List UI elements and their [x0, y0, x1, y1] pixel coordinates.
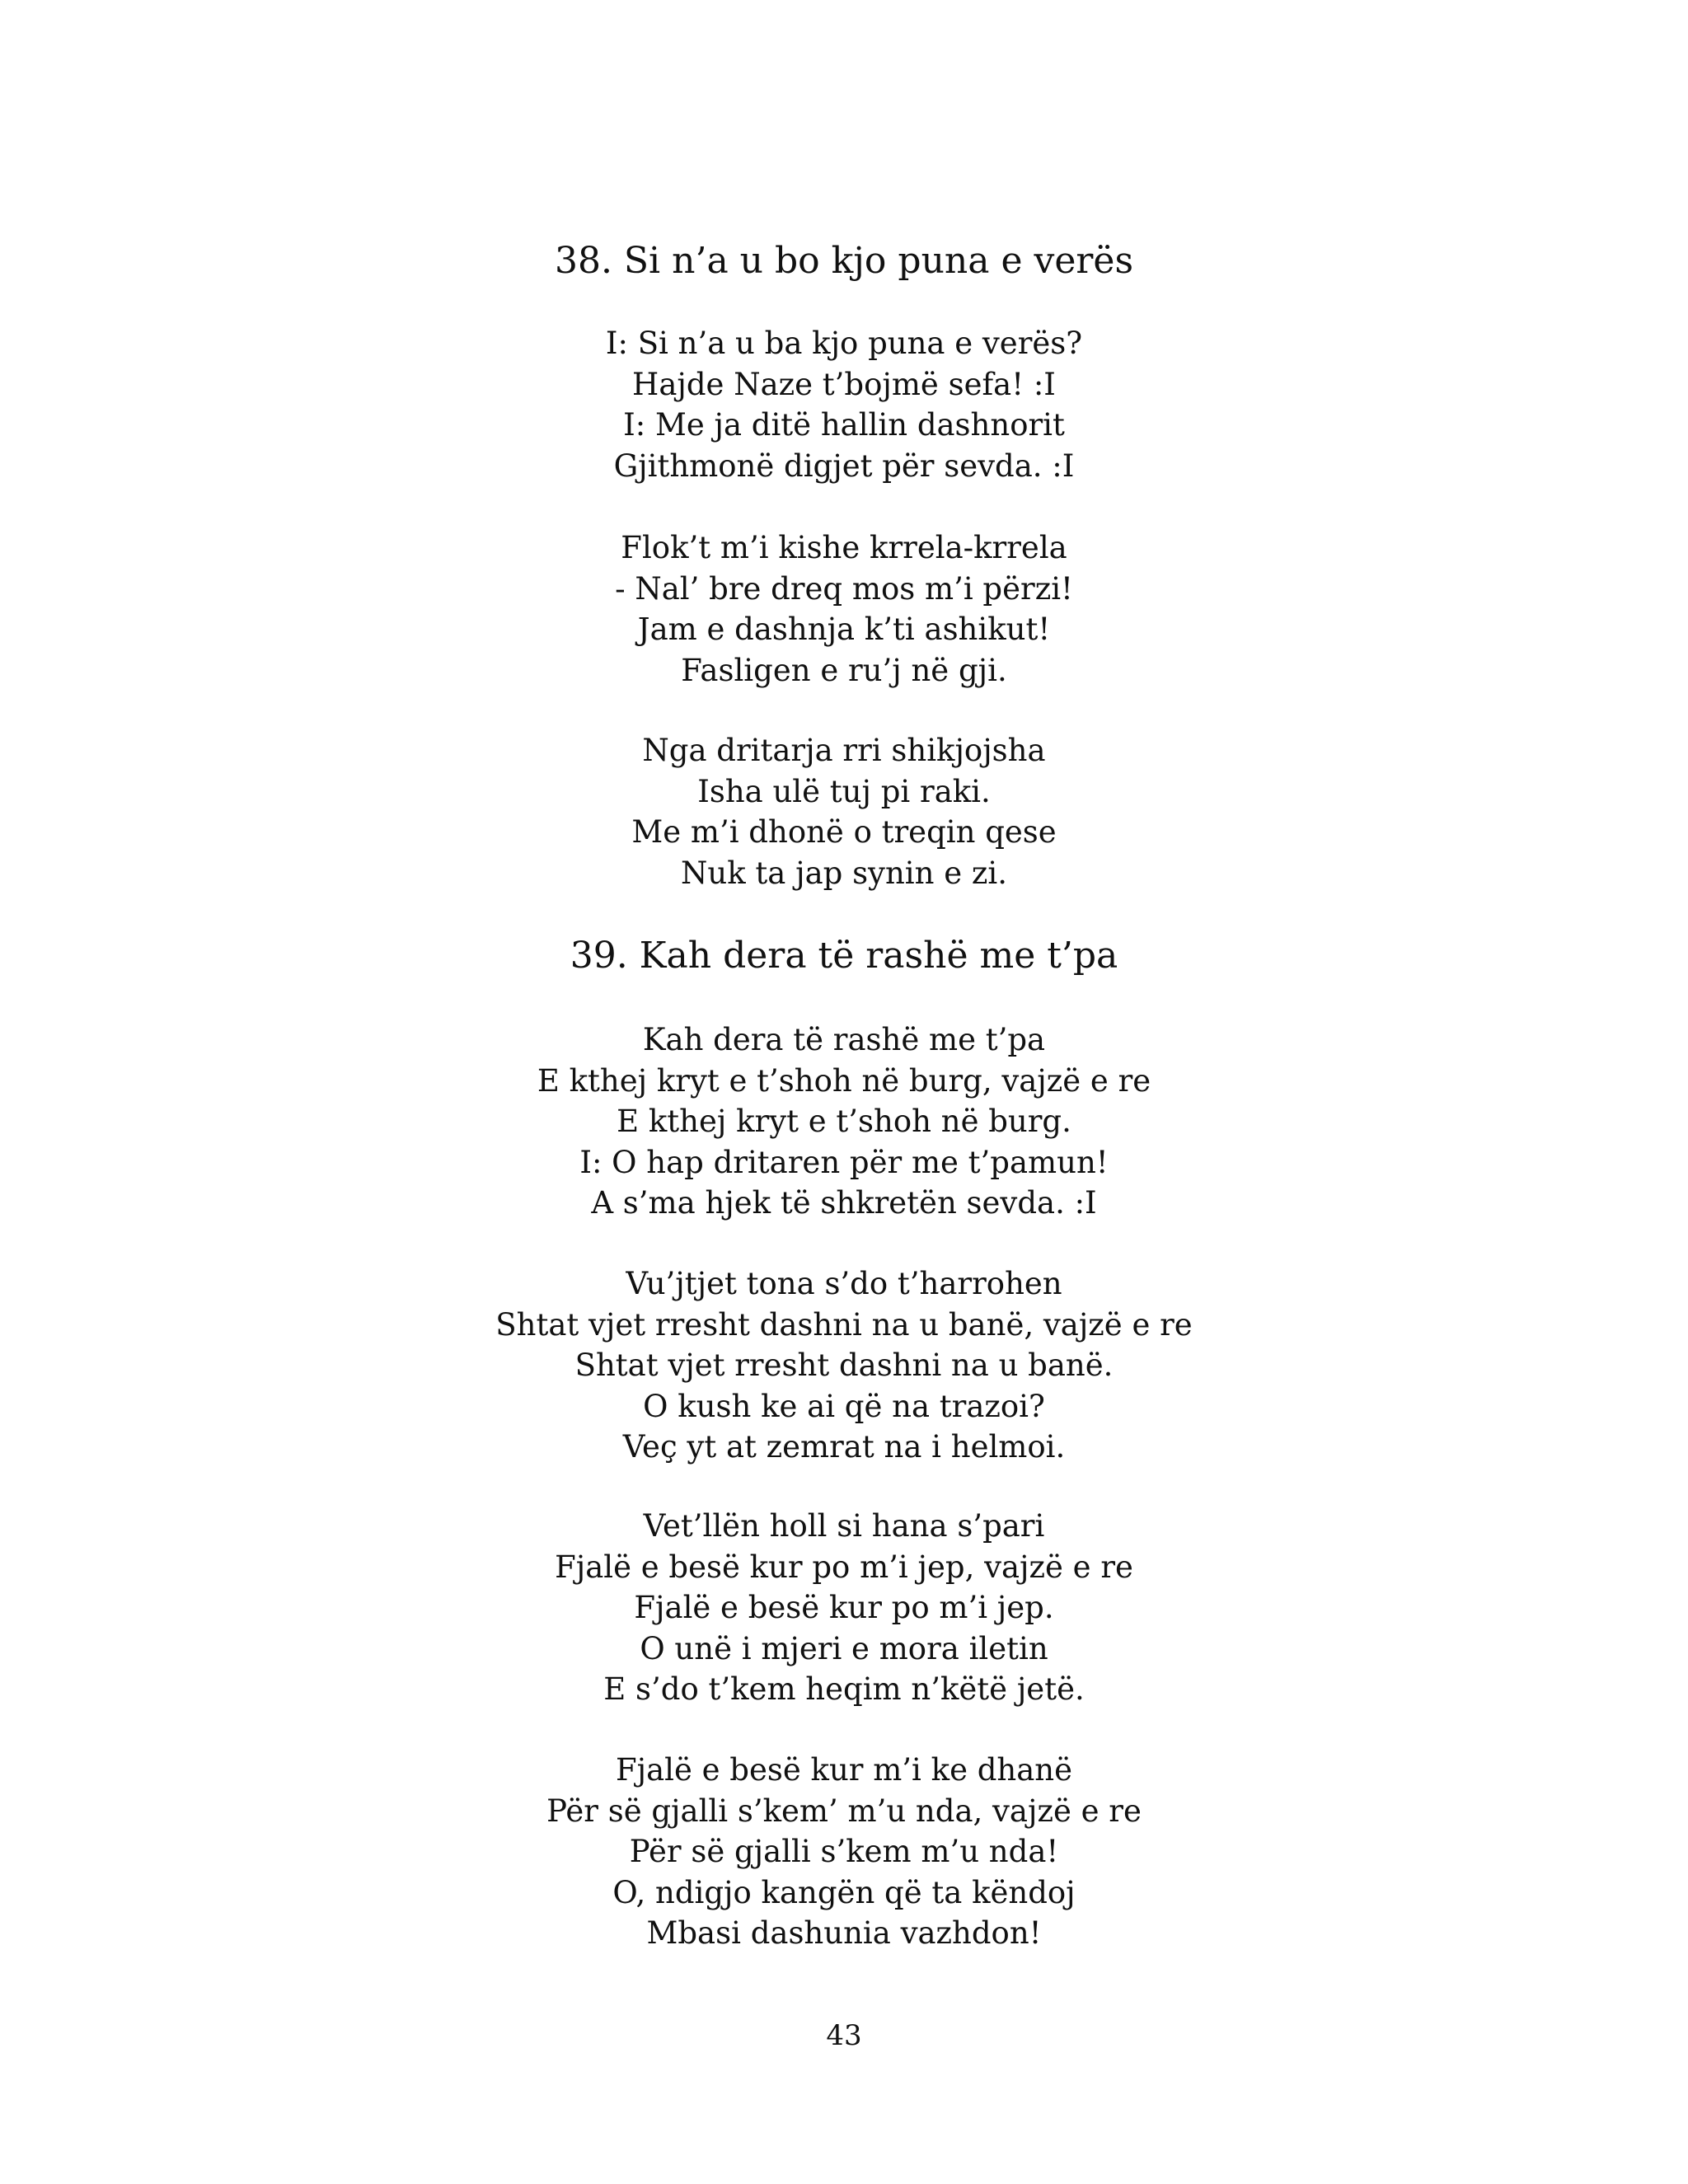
verse-line: Shtat vjet rresht dashni na u banë.	[574, 1347, 1114, 1383]
stanza	[0, 1019, 1688, 1224]
verse-line: Mbasi dashunia vazhdon!	[646, 1915, 1042, 1951]
page-number: 43	[826, 2019, 862, 2052]
stanza	[0, 1750, 1688, 1954]
verse-line: Shtat vjet rresht dashni na u banë, vajzë e re	[495, 1306, 1193, 1343]
verse-line: Vu’jtjet tona s’do t’harrohen	[626, 1266, 1062, 1301]
verse-line: Vet’llën holl si hana s’pari	[643, 1508, 1045, 1544]
verse-line: Fjalë e besë kur po m’i jep.	[634, 1590, 1054, 1625]
verse-line: E kthej kryt e t’shoh në burg, vajzë e re	[537, 1062, 1151, 1099]
verse-line: Hajde Naze t’bojmë sefa! :I	[632, 366, 1056, 402]
song-title-39: 39. Kah dera të rashë me t’pa	[570, 935, 1118, 977]
verse-line: Fasligen e ru’j në gji.	[681, 652, 1007, 688]
verse-line: O kush ke ai që na trazoi?	[643, 1388, 1045, 1424]
verse-line: I: O hap dritaren për me t’pamun!	[579, 1144, 1109, 1180]
verse-line: Veç yt at zemrat na i helmoi.	[622, 1429, 1066, 1465]
stanza	[0, 323, 1688, 486]
stanza	[0, 730, 1688, 893]
verse-line: Gjithmonë digjet për sevda. :I	[613, 448, 1075, 484]
verse-line: Isha ulë tuj pi raki.	[697, 773, 991, 809]
verse-line: Nuk ta jap synin e zi.	[681, 855, 1007, 891]
verse-line: Kah dera të rashë me t’pa	[642, 1022, 1046, 1057]
verse-line: Fjalë e besë kur m’i ke dhanë	[615, 1752, 1073, 1788]
verse-line: O, ndigjo kangën që ta këndoj	[612, 1874, 1076, 1910]
verse-line: Nga dritarja rri shikjojsha	[642, 733, 1046, 768]
verse-line: Flok’t m’i kishe krrela-krrela	[621, 530, 1067, 565]
verse-line: I: Si n’a u ba kjo puna e verës?	[605, 326, 1083, 361]
verse-line: A s’ma hjek të shkretën sevda. :I	[591, 1185, 1097, 1221]
verse-line: Për së gjalli s’kem m’u nda!	[629, 1834, 1059, 1869]
verse-line: - Nal’ bre dreq mos m’i përzi!	[615, 570, 1073, 607]
verse-line: Jam e dashnja k’ti ashikut!	[637, 612, 1051, 647]
verse-line: Për së gjalli s’kem’ m’u nda, vajzë e re	[546, 1793, 1142, 1829]
verse-line: I: Me ja ditë hallin dashnorit	[623, 407, 1065, 443]
song-title-38: 38. Si n’a u bo kjo puna e verës	[554, 240, 1134, 282]
stanza	[0, 1506, 1688, 1710]
stanza	[0, 1263, 1688, 1468]
verse-line: Me m’i dhonë o treqin qese	[631, 814, 1057, 850]
verse-line: E kthej kryt e t’shoh në burg.	[617, 1104, 1071, 1139]
verse-line: O unë i mjeri e mora iletin	[640, 1630, 1048, 1666]
verse-line: Fjalë e besë kur po m’i jep, vajzë e re	[555, 1549, 1133, 1585]
verse-line: E s’do t’kem heqim n’këtë jetë.	[603, 1671, 1085, 1707]
stanza	[0, 527, 1688, 691]
